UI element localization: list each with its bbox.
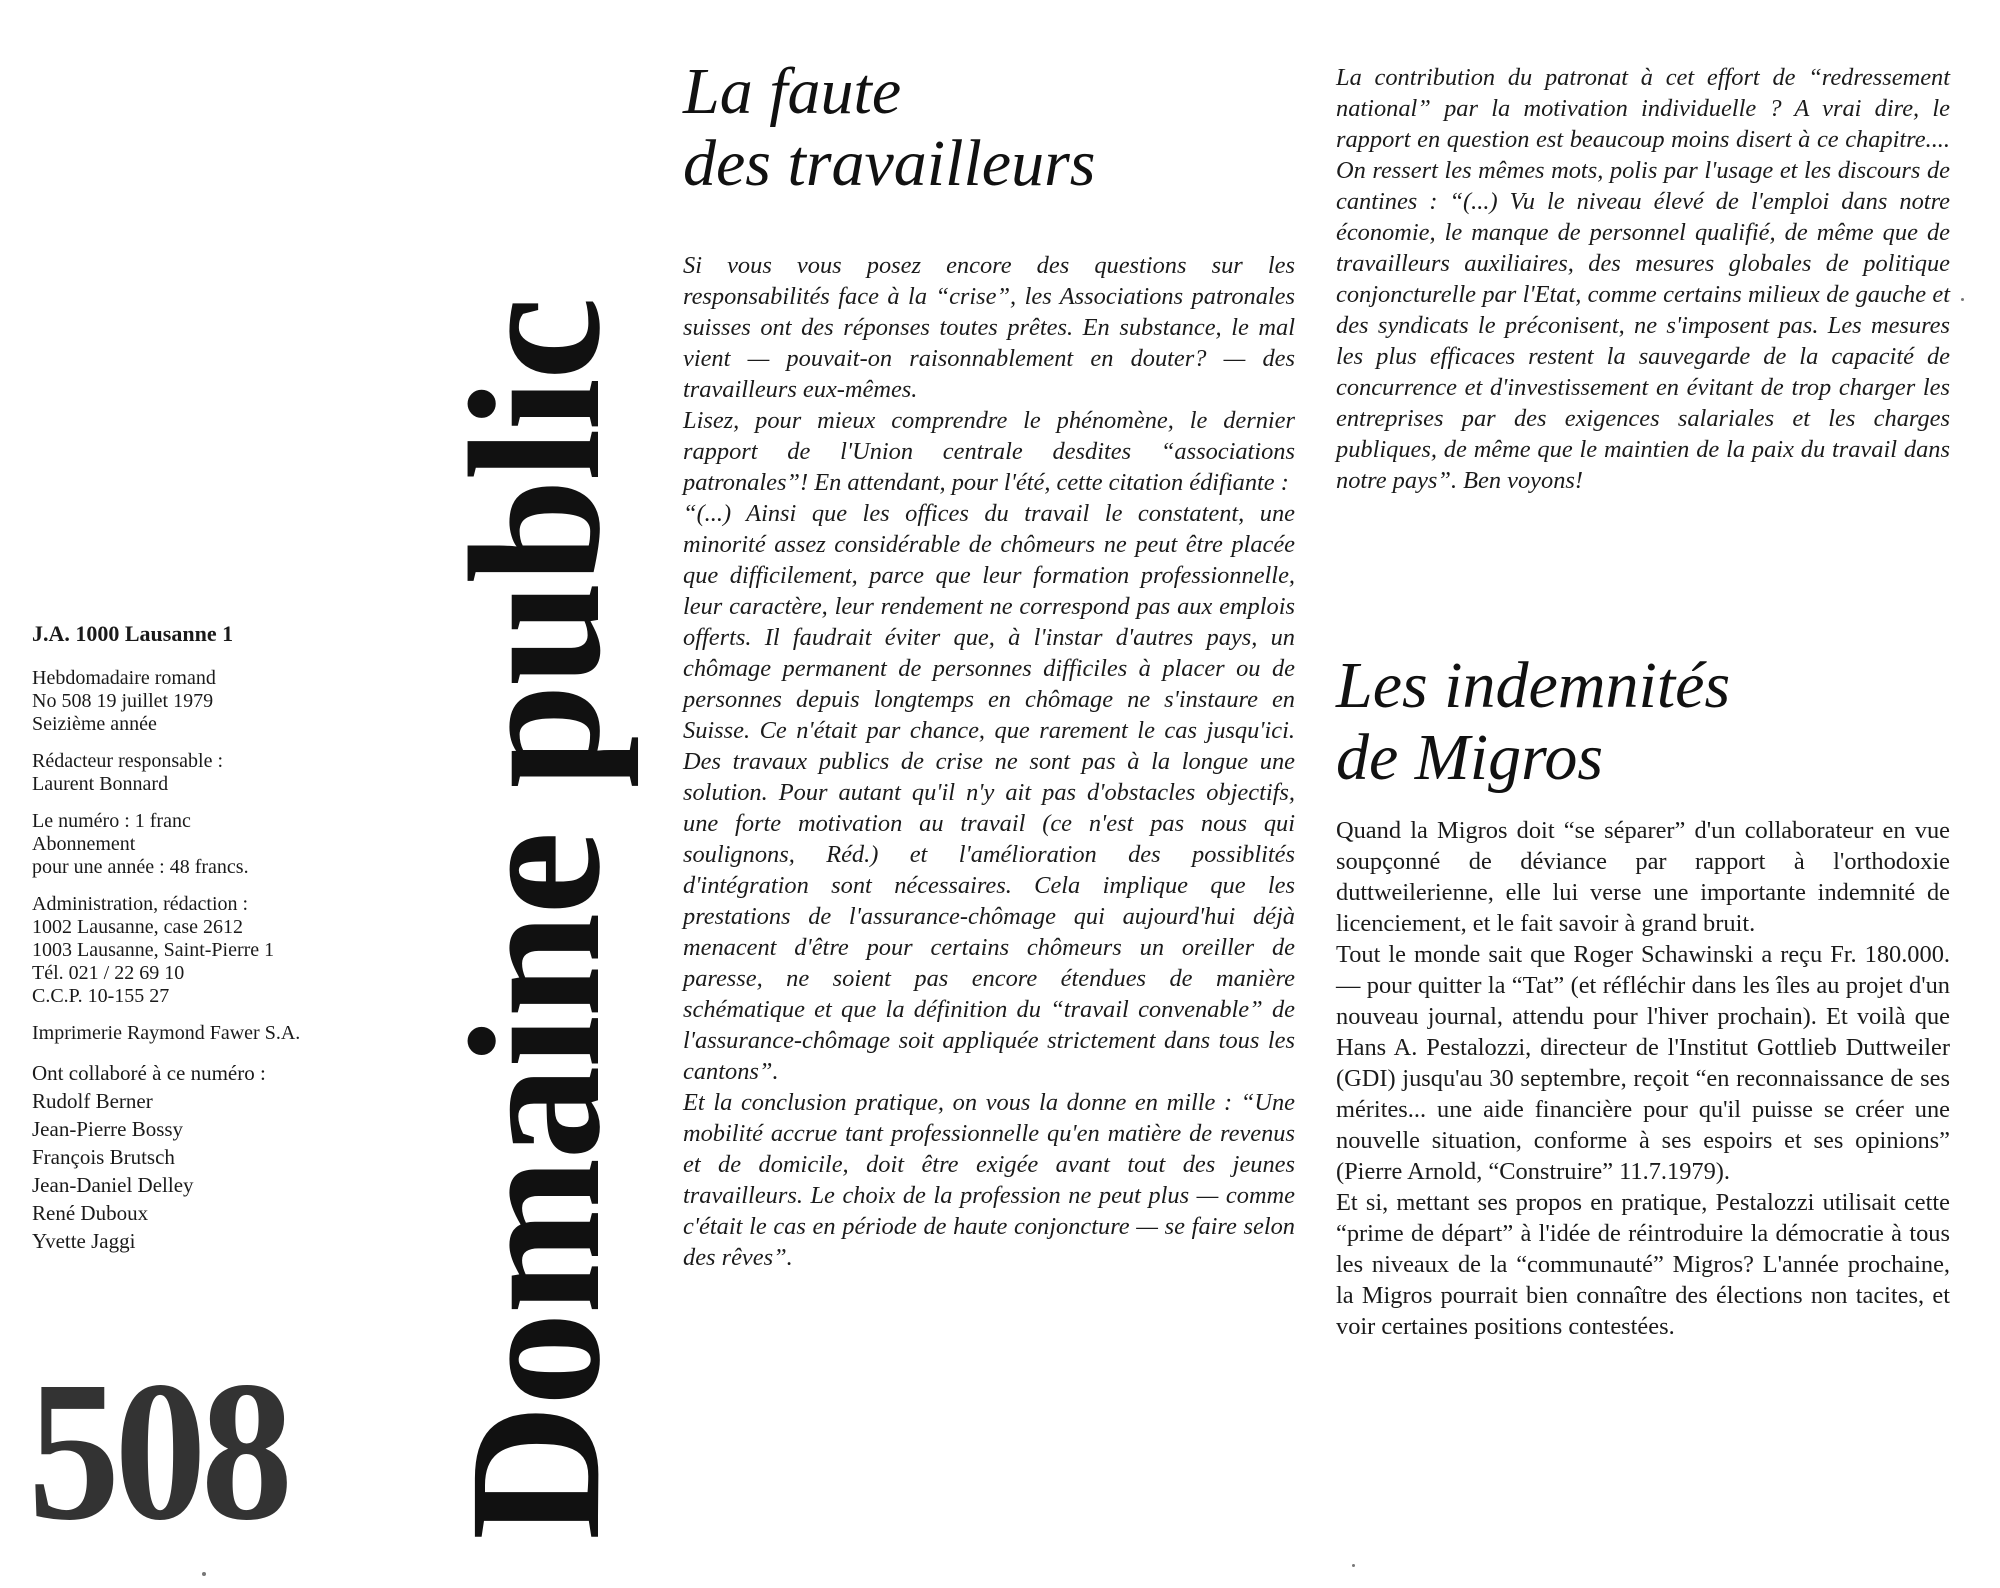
admin-info bbox=[32, 893, 362, 1008]
contributors-list bbox=[32, 1059, 362, 1255]
article-column bbox=[1336, 815, 1950, 1342]
article-column bbox=[683, 250, 1295, 1273]
contributor: Jean-Pierre Bossy bbox=[32, 1117, 184, 1141]
info-line: Abonnement bbox=[32, 833, 136, 855]
masthead-title: Domaine public bbox=[430, 298, 639, 1540]
title-line: des travailleurs bbox=[683, 127, 1096, 200]
article-paragraph: “(...) Ainsi que les offices du travail le constatent, une minorité assez considérable de chômeurs ne peut être placée que difficilement, parce que leur formation professionnelle, leur caractère, leur rendement ne correspond pas aux emplois offerts. Il faudrait éviter que, à l'instar d'autres pays, un chômage permanent de personnes difficiles à placer ou de personnes depuis longtemps en chômage ne s'instaure en Suisse. Ce n'était par chance, que rarement le cas jusqu'ici. Des travaux publics de crise ne sont pas à la longue une solution. Pour autant qu'il n'y ait pas d'obstacles objectifs, une forte motivation au travail (ce n'est pas nous qui soulignons, Réd.) et l'amélioration des possiblités d'intégration sont nécessaires. Cela implique que les prestations de l'assurance-chômage qui aujourd'hui déjà menacent d'être pour certains chômeurs un oreiller de paresse, ne soient pas encore étendues de manière schématique et que la définition du “travail convenable” de l'assurance-chômage soit appliquée strictement dans tous les cantons”. bbox=[683, 500, 1295, 1085]
contributor: René Duboux bbox=[32, 1201, 149, 1225]
printer-info bbox=[32, 1022, 362, 1045]
contributor: Yvette Jaggi bbox=[32, 1229, 136, 1253]
article-paragraph: Si vous vous posez encore des questions sur les responsabilités face à la “crise”, les Associations patronales suisses ont des réponses toutes prêtes. En substance, le mal vient — pouvait-on raisonnablement en douter? — des travailleurs eux-mêmes. bbox=[683, 252, 1295, 403]
price-info bbox=[32, 810, 362, 879]
issue-number: 508 bbox=[28, 1341, 288, 1562]
scan-speck bbox=[1352, 1564, 1355, 1567]
article-paragraph: Et si, mettant ses propos en pratique, Pestalozzi utilisait cette “prime de départ” à l'idée de réintroduire la démocratie à tous les niveaux de la “communauté” Migros? L'année prochaine, la Migros pourrait bien connaître des élections non tacites, et voir certaines positions contestées. bbox=[1336, 1189, 1950, 1340]
contributor: Jean-Daniel Delley bbox=[32, 1173, 194, 1197]
article-title bbox=[683, 56, 1095, 200]
info-line: Le numéro : 1 franc bbox=[32, 810, 191, 832]
info-line: Laurent Bonnard bbox=[32, 773, 169, 795]
scan-speck bbox=[1961, 298, 1964, 301]
info-line: No 508 19 juillet 1979 bbox=[32, 690, 214, 712]
title-line: Les indemnités bbox=[1336, 649, 1731, 722]
postal-mark: J.A. 1000 Lausanne 1 bbox=[32, 621, 234, 646]
article-paragraph: Quand la Migros doit “se séparer” d'un collaborateur en vue soupçonné de déviance par rapport à l'orthodoxie duttweilerienne, elle lui verse une importante indemnité de licenciement, et le fait savoir à grand bruit. bbox=[1336, 817, 1950, 937]
info-line: 1002 Lausanne, case 2612 bbox=[32, 916, 244, 938]
scan-speck bbox=[202, 1572, 206, 1576]
editor-info bbox=[32, 750, 362, 796]
title-line: La faute bbox=[683, 55, 902, 128]
article-paragraph: Lisez, pour mieux comprendre le phénomène, le dernier rapport de l'Union centrale desdites “associations patronales”! En attendant, pour l'été, cette citation édifiante : bbox=[683, 407, 1295, 496]
info-line: Rédacteur responsable : bbox=[32, 750, 224, 772]
info-line: Administration, rédaction : bbox=[32, 893, 249, 915]
info-line: 1003 Lausanne, Saint-Pierre 1 bbox=[32, 939, 275, 961]
info-line: Hebdomadaire romand bbox=[32, 667, 216, 689]
info-line: Seizième année bbox=[32, 713, 157, 735]
title-line: de Migros bbox=[1336, 721, 1604, 794]
article-paragraph: Tout le monde sait que Roger Schawinski a reçu Fr. 180.000.— pour quitter la “Tat” (et réfléchir dans les îles au projet d'un nouveau journal, attendu pour l'hiver prochain). Et voilà que Hans A. Pestalozzi, directeur de l'Institut Gottlieb Duttweiler (GDI) jusqu'au 30 septembre, reçoit “en reconnaissance de ses mérites... une aide financière pour qu'il puisse se créer une nouvelle situation, conforme à ses espoirs et ses opinions” (Pierre Arnold, “Construire” 11.7.1979). bbox=[1336, 941, 1950, 1185]
article-paragraph: La contribution du patronat à cet effort de “redressement national” par la motivation individuelle ? A vrai dire, le rapport en question est beaucoup moins disert à ce chapitre.... On ressert les mêmes mots, polis par l'usage et les discours de cantines : “(...) Vu le niveau élevé de l'emploi dans notre économie, le manque de personnel qualifié, de même que de travailleurs auxiliaires, des mesures globales de politique conjoncturelle par l'Etat, comme certains milieux de gauche et des syndicats le préconisent, ne s'imposent pas. Les mesures les plus efficaces restent la sauvegarde de la capacité de concurrence et d'investissement en évitant de trop charger les entreprises par des exigences salariales et les charges publiques, de même que le maintien de la paix du travail dans notre pays”. Ben voyons! bbox=[1336, 64, 1950, 494]
contributor: François Brutsch bbox=[32, 1145, 175, 1169]
article-column-continued bbox=[1336, 62, 1950, 496]
article-title bbox=[1336, 650, 1730, 794]
contributors-label: Ont collaboré à ce numéro : bbox=[32, 1061, 266, 1085]
info-line: Imprimerie Raymond Fawer S.A. bbox=[32, 1022, 301, 1044]
contributor: Rudolf Berner bbox=[32, 1089, 153, 1113]
publication-details bbox=[32, 667, 362, 736]
info-line: pour une année : 48 francs. bbox=[32, 856, 249, 878]
info-line: Tél. 021 / 22 69 10 bbox=[32, 962, 185, 984]
publication-info bbox=[32, 622, 362, 1255]
article-paragraph: Et la conclusion pratique, on vous la donne en mille : “Une mobilité accrue tant professionnelle qu'en matière de revenus et de domicile, doit être exigée avant tout des jeunes travailleurs. Le choix de la profession ne peut plus — comme c'était le cas en période de haute conjoncture — se faire selon des rêves”. bbox=[683, 1089, 1295, 1271]
info-line: C.C.P. 10-155 27 bbox=[32, 985, 170, 1007]
